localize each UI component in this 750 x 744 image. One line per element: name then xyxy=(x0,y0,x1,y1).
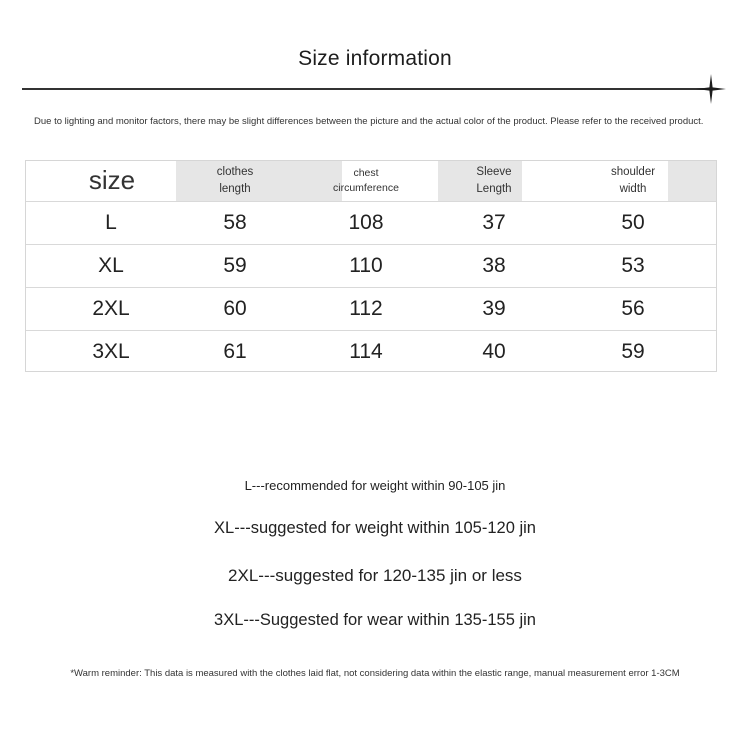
shoulder-width-cell: 53 xyxy=(621,254,645,277)
recommendation-2xl: 2XL---suggested for 120-135 jin or less xyxy=(228,566,522,585)
clothes-length-cell: 59 xyxy=(223,254,247,277)
shoulder-width-cell: 50 xyxy=(621,211,645,234)
size-cell: 3XL xyxy=(92,340,130,363)
table-row xyxy=(26,244,716,287)
recommendation-xl: XL---suggested for weight within 105-120 jin xyxy=(214,519,536,537)
header-chest-circumference: chest circumference xyxy=(333,166,399,194)
measurement-reminder: *Warm reminder: This data is measured with the clothes laid flat, not considering data within the elastic range, manual measurement error 1-3CM xyxy=(70,668,680,679)
shoulder-width-cell: 59 xyxy=(621,340,645,363)
size-cell: 2XL xyxy=(92,297,130,320)
recommendation-l: L---recommended for weight within 90-105 jin xyxy=(244,478,506,493)
chest-cell: 108 xyxy=(348,211,384,234)
page-title: Size information xyxy=(298,47,452,70)
header-sleeve-length: Sleeve Length xyxy=(476,166,512,195)
chest-cell: 112 xyxy=(349,297,383,320)
sleeve-length-cell: 40 xyxy=(482,340,506,363)
table-row xyxy=(26,287,716,330)
chest-cell: 114 xyxy=(349,340,383,363)
clothes-length-cell: 60 xyxy=(223,297,247,320)
table-header xyxy=(26,161,716,201)
header-size: size xyxy=(88,165,136,196)
clothes-length-cell: 58 xyxy=(223,211,247,234)
recommendation-3xl: 3XL---Suggested for wear within 135-155 jin xyxy=(214,611,536,629)
size-cell: L xyxy=(105,211,117,234)
color-disclaimer: Due to lighting and monitor factors, there may be slight differences between the picture and the actual color of the product. Please refer to the received product. xyxy=(34,116,704,127)
size-cell: XL xyxy=(98,254,124,277)
header-shoulder-width: shoulder width xyxy=(610,166,656,195)
table-row xyxy=(26,330,716,373)
header-clothes-length: clothes length xyxy=(216,166,254,195)
sleeve-length-cell: 39 xyxy=(482,297,506,320)
size-table xyxy=(25,160,717,372)
shoulder-width-cell: 56 xyxy=(621,297,645,320)
chest-cell: 110 xyxy=(349,254,383,277)
title-divider xyxy=(22,88,710,90)
four-point-star-icon xyxy=(696,74,726,104)
clothes-length-cell: 61 xyxy=(223,340,247,363)
sleeve-length-cell: 37 xyxy=(482,211,506,234)
table-row xyxy=(26,201,716,244)
sleeve-length-cell: 38 xyxy=(482,254,506,277)
